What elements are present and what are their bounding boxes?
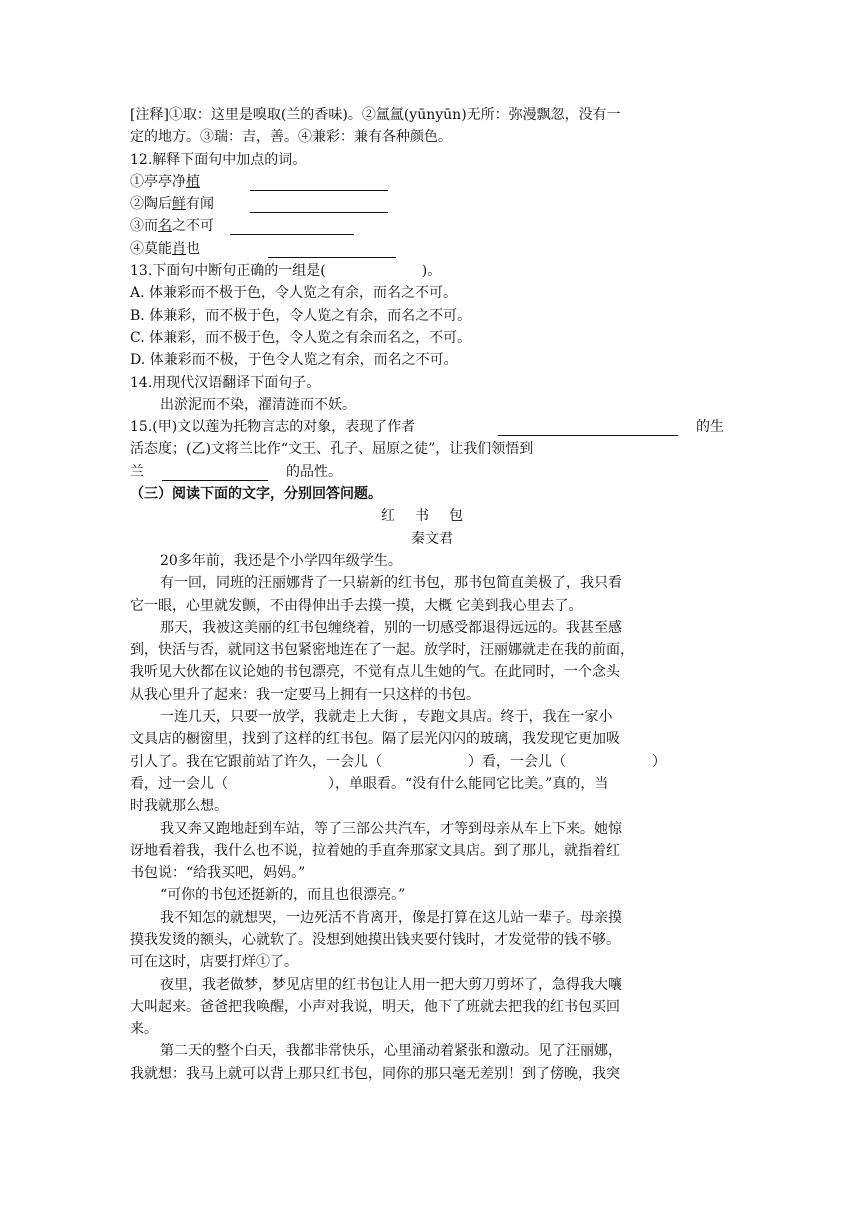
question-15-line: 15.(甲)文以莲为托物言志的对象，表现了作者 的生 xyxy=(130,419,724,436)
notes-line: [注释]①取：这里是嗅取(兰的香味)。②氲氲(yūnyūn)无所：弥漫飘忽，没有一 xyxy=(130,107,621,123)
story-paragraph: 看，过一会儿（ ），单眼看。“没有什么能同它比美。”真的，当 xyxy=(130,775,609,792)
story-paragraph: 它一眼，心里就发颤，不由得伸出手去摸一摸，大概 它美到我心里去了。 xyxy=(130,597,583,614)
question-13-option: C. 体兼彩，而不极于色，令人览之有余而名之，不可。 xyxy=(130,329,472,346)
question-15-line: 兰 的品性。 xyxy=(130,463,342,480)
story-paragraph: 我不知怎的就想哭，一边死活不肯离开，像是打算在这儿站一辈子。母亲摸 xyxy=(160,909,622,926)
question-12-item: ②陶后鲜有闻 xyxy=(130,193,734,215)
question-13-option: B. 体兼彩，而不极于色，令人览之有余，而名之不可。 xyxy=(130,307,472,324)
answer-blank[interactable] xyxy=(162,464,268,481)
dotted-word: 鲜 xyxy=(172,196,186,213)
dotted-word: 名 xyxy=(158,218,172,235)
story-paragraph: 可在这时，店要打烊①了。 xyxy=(130,954,298,971)
answer-blank[interactable] xyxy=(250,196,388,213)
story-paragraph: 那天，我被这美丽的红书包缠绕着，别的一切感受都退得远远的。我甚至感 xyxy=(160,619,622,636)
answer-blank[interactable] xyxy=(230,218,354,235)
question-13-title: 13.下面句中断句正确的一组是( )。 xyxy=(130,263,442,280)
question-13-option: A. 体兼彩而不极于色，令人览之有余，而名之不可。 xyxy=(130,285,458,302)
question-12-title: 12.解释下面句中加点的词。 xyxy=(130,151,307,168)
story-paragraph: 夜里，我老做梦，梦见店里的红书包让人用一把大剪刀剪坏了，急得我大嚷 xyxy=(160,976,622,993)
question-14-title: 14.用现代汉语翻译下面句子。 xyxy=(130,374,321,391)
story-paragraph: 来。 xyxy=(130,1021,158,1038)
story-paragraph: 从我心里升了起来：我一定要马上拥有一只这样的书包。 xyxy=(130,686,480,703)
story-paragraph: 文具店的橱窗里，找到了这样的红书包。隔了层光闪闪的玻璃，我发现它更加吸 xyxy=(130,731,620,748)
story-paragraph: 讶地看着我，我什么也不说，拉着她的手直奔那家文具店。到了那儿，就指着红 xyxy=(130,842,620,859)
answer-blank[interactable] xyxy=(250,174,388,191)
question-12-item: ①亭亭净植 xyxy=(130,171,734,193)
dotted-word: 植 xyxy=(186,173,200,190)
story-paragraph: 我就想：我马上就可以背上那只红书包，同你的那只毫无差别！到了傍晚，我突 xyxy=(130,1065,620,1082)
story-paragraph: 引人了。我在它跟前站了许久，一会儿（ ）看，一会儿（ ） xyxy=(130,753,666,770)
story-paragraph: 书包说：“给我买吧，妈妈。” xyxy=(130,865,306,882)
story-author: 秦文君 xyxy=(411,530,453,547)
question-12-item: ④莫能肖也 xyxy=(130,238,734,260)
story-paragraph: 第二天的整个白天，我都非常快乐，心里涌动着紧张和激动。见了汪丽娜， xyxy=(160,1043,622,1060)
story-paragraph: “可你的书包还挺新的，而且也很漂亮。” xyxy=(160,887,406,904)
answer-blank[interactable] xyxy=(268,241,396,258)
story-paragraph: 大叫起来。爸爸把我唤醒，小声对我说，明天，他下了班就去把我的红书包买回 xyxy=(130,998,620,1015)
question-15-line: 活态度；(乙)文将兰比作“文王、孔子、屈原之徒”，让我们领悟到 xyxy=(130,441,534,458)
question-14-sentence: 出淤泥而不染，濯清涟而不妖。 xyxy=(160,396,356,413)
dotted-word: 肖 xyxy=(172,240,186,257)
story-paragraph: 一连几天，只要一放学，我就走上大街 ，专跑文具店。终于，我在一家小 xyxy=(160,709,613,726)
answer-blank[interactable] xyxy=(498,419,678,436)
story-paragraph: 我又奔又跑地赶到车站，等了三部公共汽车，才等到母亲从车上下来。她惊 xyxy=(160,820,622,837)
story-paragraph: 我听见大伙都在议论她的书包漂亮，不觉有点儿生她的气。在此同时，一个念头 xyxy=(130,664,620,681)
story-title: 红书包 xyxy=(381,508,483,525)
story-paragraph: 时我就那么想。 xyxy=(130,798,228,815)
section-heading: （三）阅读下面的文字，分别回答问题。 xyxy=(130,486,382,503)
story-paragraph: 到，快活与否，就同这书包紧密地连在了一起。放学时，汪丽娜就走在我的前面， xyxy=(130,642,634,659)
question-12-item: ③而名之不可 xyxy=(130,215,734,237)
question-13-option: D. 体兼彩而不极，于色令人览之有余，而名之不可。 xyxy=(130,352,458,369)
notes-line: 定的地方。③瑞：吉，善。④兼彩：兼有各种颜色。 xyxy=(130,129,452,146)
story-paragraph: 摸我发烫的额头，心就软了。没想到她摸出钱夹要付钱时，才发觉带的钱不够。 xyxy=(130,931,620,948)
document-body xyxy=(130,104,734,1085)
story-paragraph: 有一回，同班的汪丽娜背了一只崭新的红书包，那书包简直美极了，我只看 xyxy=(160,575,622,592)
story-paragraph: 20多年前，我还是个小学四年级学生。 xyxy=(160,552,402,569)
